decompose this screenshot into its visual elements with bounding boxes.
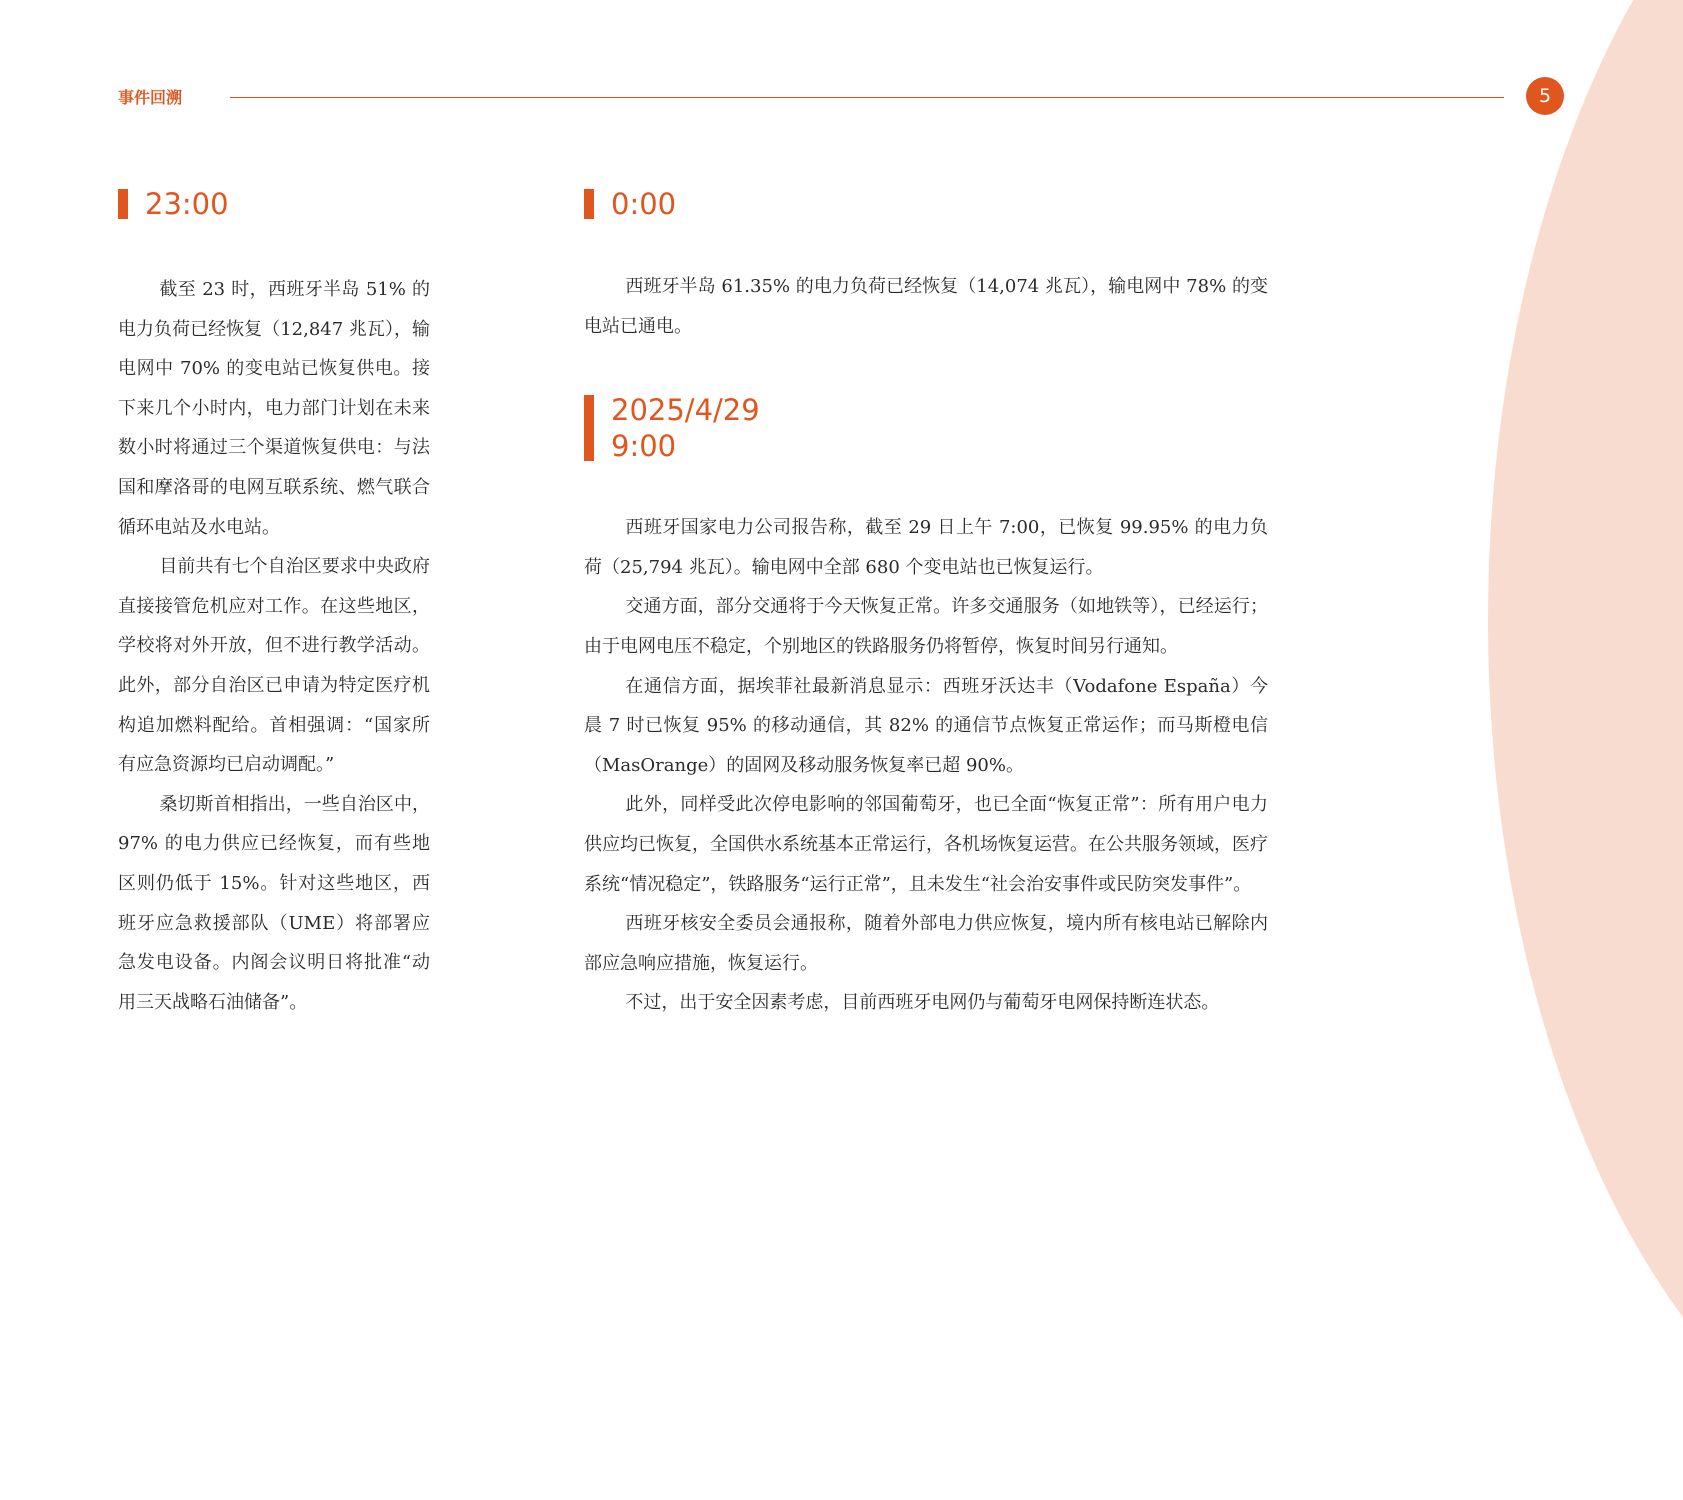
- decorative-background-arc: [1488, 0, 1683, 1500]
- paragraph: 西班牙国家电力公司报告称，截至 29 日上午 7:00，已恢复 99.95% 的电力负荷（25,794 兆瓦）。输电网中全部 680 个变电站也已恢复运行。: [584, 517, 1268, 578]
- right-column: [584, 186, 1268, 1023]
- section2-body-text: [584, 508, 1268, 1023]
- paragraph: 不过，出于安全因素考虑，目前西班牙电网仍与葡萄牙电网保持断连状态。: [625, 992, 1220, 1014]
- timeline-heading-2300: 23:00: [118, 186, 430, 222]
- timeline-heading-0000: 0:00: [584, 186, 1268, 222]
- heading-date: 2025/4/29: [611, 393, 760, 428]
- paragraph: 桑切斯首相指出，一些自治区中，97% 的电力供应已经恢复，而有些地区则仍低于 15%。针对这些地区，西班牙应急救援部队（UME）将部署应急发电设备。内阁会议明日将批准“动用三天战略石油储备”。: [118, 793, 430, 1013]
- paragraph: 此外，同样受此次停电影响的邻国葡萄牙，也已全面“恢复正常”：所有用户电力供应均已恢复，全国供水系统基本正常运行，各机场恢复运营。在公共服务领域，医疗系统“情况稳定”，铁路服务“运行正常”，且未发生“社会治安事件或民防突发事件”。: [584, 794, 1268, 895]
- left-column: [118, 186, 430, 1022]
- paragraph: 目前共有七个自治区要求中央政府直接接管危机应对工作。在这些地区，学校将对外开放，但不进行教学活动。此外，部分自治区已申请为特定医疗机构追加燃料配给。首相强调：“国家所有应急资源均已启动调配。”: [118, 556, 430, 776]
- page-number-badge: 5: [1526, 77, 1564, 115]
- heading-time: 9:00: [611, 429, 677, 464]
- timeline-heading-20250429-0900: [584, 392, 1268, 464]
- header-divider: [230, 97, 1504, 98]
- paragraph: 西班牙半岛 61.35% 的电力负荷已经恢复（14,074 兆瓦），输电网中 78% 的变电站已通电。: [584, 276, 1268, 337]
- paragraph: 在通信方面，据埃菲社最新消息显示：西班牙沃达丰（Vodafone España）今晨 7 时已恢复 95% 的移动通信，其 82% 的通信节点恢复正常运作；而马斯橙电信（MasOrange）的固网及移动服务恢复率已超 90%。: [584, 675, 1268, 776]
- paragraph: 截至 23 时，西班牙半岛 51% 的电力负荷已经恢复（12,847 兆瓦），输电网中 70% 的变电站已恢复供电。接下来几个小时内，电力部门计划在未来数小时将通过三个渠道恢复供电：与法国和摩洛哥的电网互联系统、燃气联合循环电站及水电站。: [118, 279, 430, 538]
- paragraph: 西班牙核安全委员会通报称，随着外部电力供应恢复，境内所有核电站已解除内部应急响应措施，恢复运行。: [584, 913, 1268, 974]
- section-header-label: 事件回溯: [118, 88, 183, 107]
- left-body-text: [118, 270, 430, 1022]
- section1-body-text: [584, 267, 1268, 346]
- paragraph: 交通方面，部分交通将于今天恢复正常。许多交通服务（如地铁等），已经运行；由于电网电压不稳定，个别地区的铁路服务仍将暂停，恢复时间另行通知。: [584, 596, 1268, 657]
